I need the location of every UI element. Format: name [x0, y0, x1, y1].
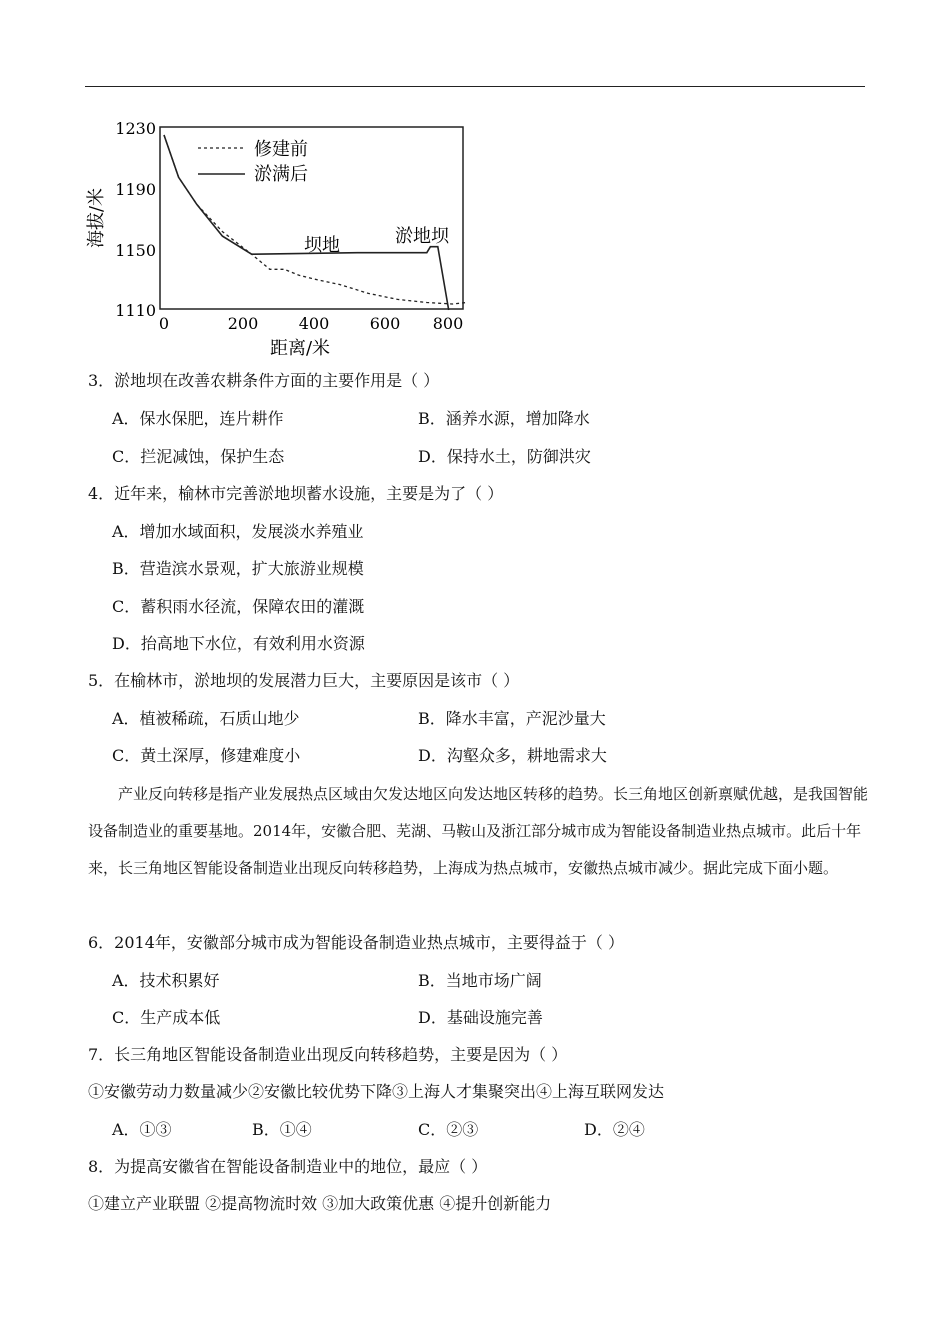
- q5-option-b[interactable]: B．降水丰富，产泥沙量大: [418, 709, 606, 728]
- q6-option-d[interactable]: D．基础设施完善: [418, 1008, 543, 1027]
- q3-option-b[interactable]: B．涵养水源，增加降水: [418, 409, 590, 428]
- q3-option-a[interactable]: A．保水保肥，连片耕作: [112, 409, 284, 428]
- x-tick-label: 800: [432, 314, 464, 333]
- q4-option-c[interactable]: C．蓄积雨水径流，保障农田的灌溉: [112, 597, 365, 616]
- annotation-dam-land: 坝地: [304, 235, 340, 256]
- question-7-stem: 7．长三角地区智能设备制造业出现反向转移趋势，主要是因为（ ）: [88, 1045, 568, 1064]
- elevation-chart: [80, 112, 480, 362]
- series-line-after: [164, 135, 449, 310]
- question-6-stem: 6．2014年，安徽部分城市成为智能设备制造业热点城市，主要得益于（ ）: [88, 933, 624, 952]
- header-rule: [85, 86, 865, 87]
- y-axis-label: 海拔/米: [86, 187, 107, 249]
- question-8-stem: 8．为提高安徽省在智能设备制造业中的地位，最应（ ）: [88, 1157, 488, 1176]
- question-8-items: ①建立产业联盟 ②提高物流时效 ③加大政策优惠 ④提升创新能力: [88, 1194, 552, 1213]
- question-5-stem: 5．在榆林市，淤地坝的发展潜力巨大，主要原因是该市（ ）: [88, 671, 520, 690]
- legend-after-label: 淤满后: [254, 164, 308, 185]
- q7-option-d[interactable]: D．②④: [584, 1120, 645, 1139]
- q7-option-c[interactable]: C．②③: [418, 1120, 479, 1139]
- legend-before-label: 修建前: [254, 139, 308, 160]
- q5-option-a[interactable]: A．植被稀疏，石质山地少: [112, 709, 300, 728]
- plot-frame: [160, 127, 463, 309]
- y-tick-label: 1190: [115, 180, 156, 199]
- q6-option-a[interactable]: A．技术积累好: [112, 971, 220, 990]
- x-tick-label: 400: [298, 314, 330, 333]
- question-3-stem: 3．淤地坝在改善农耕条件方面的主要作用是（ ）: [88, 371, 440, 390]
- q4-option-a[interactable]: A．增加水域面积，发展淡水养殖业: [112, 522, 364, 541]
- x-tick-label: 600: [369, 314, 401, 333]
- x-axis-label: 距离/米: [269, 338, 331, 359]
- q5-option-c[interactable]: C．黄土深厚，修建难度小: [112, 746, 301, 765]
- question-7-items: ①安徽劳动力数量减少②安徽比较优势下降③上海人才集聚突出④上海互联网发达: [88, 1082, 665, 1101]
- q3-option-d[interactable]: D．保持水土，防御洪灾: [418, 447, 591, 466]
- annotation-silt-dam: 淤地坝: [395, 226, 449, 247]
- y-tick-label: 1150: [115, 241, 156, 260]
- q4-option-d[interactable]: D．抬高地下水位，有效利用水资源: [112, 634, 365, 653]
- question-4-stem: 4．近年来，榆林市完善淤地坝蓄水设施，主要是为了（ ）: [88, 484, 504, 503]
- y-tick-label: 1110: [115, 301, 156, 320]
- q7-option-a[interactable]: A．①③: [112, 1120, 172, 1139]
- y-tick-label: 1230: [115, 119, 156, 138]
- q4-option-b[interactable]: B．营造滨水景观，扩大旅游业规模: [112, 559, 364, 578]
- passage-text: 产业反向转移是指产业发展热点区域由欠发达地区向发达地区转移的趋势。长三角地区创新禀赋优越，是我国智能设备制造业的重要基地。2014年，安徽合肥、芜湖、马鞍山及浙江部分城市成为智能设备制造业热点城市。此后十年来，长三角地区智能设备制造业出现反向转移趋势，上海成为热点城市，安徽热点城市减少。据此完成下面小题。: [88, 785, 869, 877]
- q6-option-b[interactable]: B．当地市场广阔: [418, 971, 542, 990]
- x-tick-label: 200: [227, 314, 259, 333]
- passage: [88, 776, 878, 887]
- q3-option-c[interactable]: C．拦泥减蚀，保护生态: [112, 447, 285, 466]
- q5-option-d[interactable]: D．沟壑众多，耕地需求大: [418, 746, 607, 765]
- x-tick-label: 0: [158, 314, 170, 333]
- q7-option-b[interactable]: B．①④: [252, 1120, 312, 1139]
- q6-option-c[interactable]: C．生产成本低: [112, 1008, 221, 1027]
